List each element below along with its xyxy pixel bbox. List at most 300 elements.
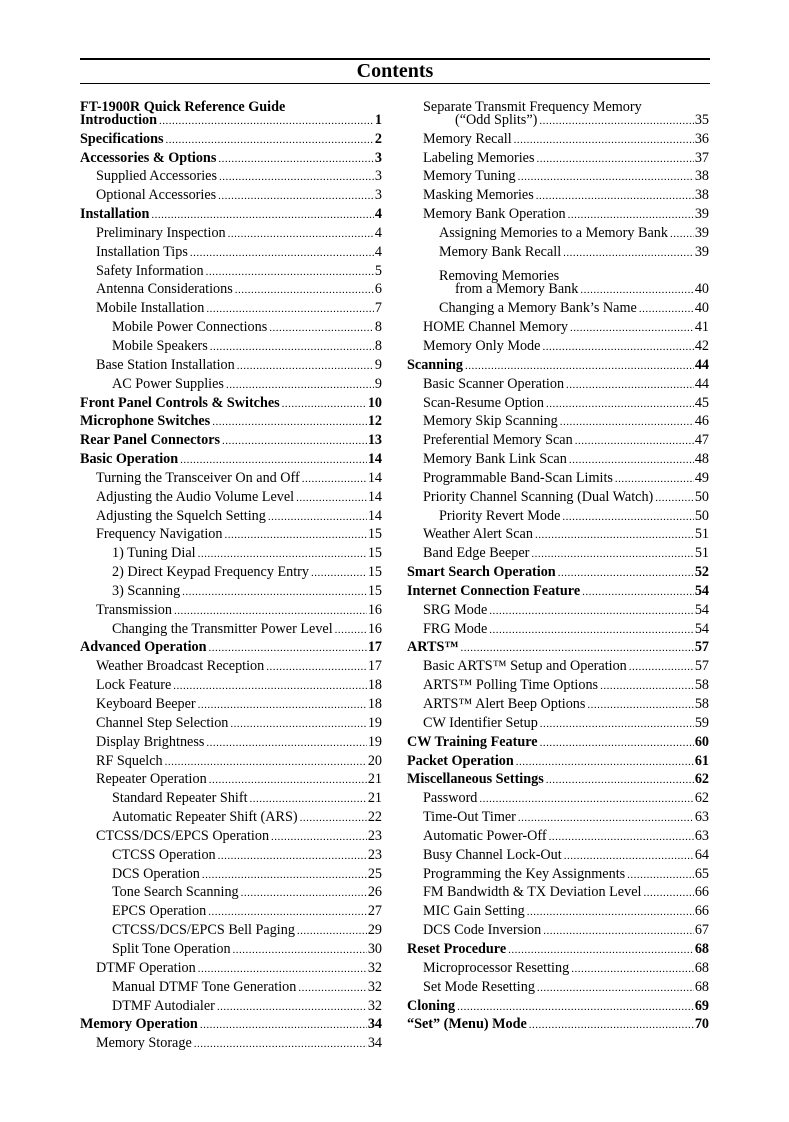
toc-entry-title: FM Bandwidth & TX Deviation Level: [423, 884, 642, 901]
toc-entry-title: Separate Transmit Frequency Memory: [423, 98, 642, 115]
toc-entry[interactable]: [80, 224, 382, 243]
toc-entry-page: 14: [367, 507, 382, 524]
toc-leader-dots: [287, 92, 381, 111]
toc-entry[interactable]: [80, 770, 382, 789]
toc-leader-dots: [582, 583, 694, 602]
toc-entry-page: 49: [694, 469, 709, 486]
toc-entry-page: 21: [367, 790, 382, 807]
toc-leader-dots: [535, 526, 694, 545]
toc-leader-dots: [518, 809, 694, 828]
toc-entry-title: Weather Broadcast Reception: [96, 658, 265, 675]
toc-leader-dots: [208, 903, 367, 922]
toc-entry-title: FT-1900R Quick Reference Guide: [80, 98, 286, 115]
toc-entry-page: 12: [367, 413, 382, 430]
toc-entry-title: DTMF Autodialer: [112, 997, 215, 1014]
toc-leader-dots: [266, 658, 367, 677]
toc-entry-title: “Set” (Menu) Mode: [407, 1016, 527, 1033]
toc-entry[interactable]: [80, 507, 382, 526]
toc-entry-page: 40: [694, 300, 709, 317]
toc-entry[interactable]: [80, 695, 382, 714]
toc-leader-dots: [643, 884, 693, 903]
toc-entry-title: SRG Mode: [423, 601, 488, 618]
toc-entry-page: 9: [374, 375, 382, 392]
toc-entry-title: ARTS™ Polling Time Options: [423, 677, 599, 694]
toc-entry[interactable]: [80, 431, 382, 450]
toc-leader-dots: [563, 244, 694, 263]
toc-entry-page: 45: [694, 394, 709, 411]
toc-entry[interactable]: [80, 469, 382, 488]
toc-entry[interactable]: [407, 507, 709, 526]
toc-entry-page: 14: [367, 469, 382, 486]
toc-entry-page: 14: [367, 488, 382, 505]
toc-entry-page: 16: [367, 620, 382, 637]
toc-entry[interactable]: [80, 280, 382, 299]
toc-entry[interactable]: [407, 997, 709, 1016]
toc-entry[interactable]: [80, 412, 382, 431]
toc-entry[interactable]: [80, 111, 382, 130]
toc-entry-title: HOME Channel Memory: [423, 319, 569, 336]
toc-entry[interactable]: [407, 657, 709, 676]
toc-leader-dots: [182, 583, 367, 602]
toc-entry-title: Keyboard Beeper: [96, 696, 196, 712]
toc-entry[interactable]: [407, 130, 709, 149]
toc-entry[interactable]: [407, 394, 709, 413]
toc-entry[interactable]: [407, 544, 709, 563]
toc-entry[interactable]: [80, 714, 382, 733]
toc-entry-page: 59: [694, 714, 709, 731]
toc-entry[interactable]: [407, 111, 709, 130]
toc-entry[interactable]: [80, 299, 382, 318]
toc-entry-page: 66: [694, 903, 709, 920]
toc-entry[interactable]: [80, 808, 382, 827]
toc-leader-dots: [629, 658, 694, 677]
toc-entry-title: EPCS Operation: [112, 903, 207, 920]
toc-entry[interactable]: [80, 902, 382, 921]
toc-entry[interactable]: [407, 1015, 709, 1034]
toc-entry-page: 57: [694, 639, 709, 656]
toc-entry-title: Optional Accessories: [96, 187, 217, 204]
toc-entry-title: ARTS™: [407, 639, 459, 656]
toc-entry-title: Supplied Accessories: [96, 168, 217, 185]
toc-leader-dots: [198, 696, 367, 715]
toc-entry-title: Priority Revert Mode: [439, 507, 561, 524]
toc-entry-title: Base Station Installation: [96, 356, 235, 373]
toc-leader-dots: [165, 753, 367, 772]
toc-entry-page: 54: [694, 620, 709, 637]
toc-leader-dots: [235, 281, 374, 300]
toc-entry-title: Memory Tuning: [423, 168, 516, 185]
toc-entry[interactable]: [407, 827, 709, 846]
toc-entry-page: 39: [694, 243, 709, 260]
toc-entry-page: 64: [694, 846, 709, 863]
toc-entry-page: 16: [367, 601, 382, 618]
toc-entry-page: 39: [694, 224, 709, 241]
toc-entry[interactable]: [407, 337, 709, 356]
toc-entry-page: 3: [374, 149, 382, 166]
toc-leader-dots: [566, 376, 694, 395]
toc-entry[interactable]: [407, 676, 709, 695]
toc-entry-page: 52: [694, 564, 709, 581]
toc-entry-page: 34: [367, 1016, 382, 1033]
toc-leader-dots: [546, 395, 694, 414]
toc-leader-dots: [206, 300, 374, 319]
toc-entry-title: Antenna Considerations: [96, 281, 233, 298]
toc-entry-title: Rear Panel Connectors: [80, 432, 221, 449]
toc-entry[interactable]: [80, 318, 382, 337]
toc-entry[interactable]: [407, 714, 709, 733]
toc-entry[interactable]: [80, 262, 382, 281]
toc-leader-dots: [297, 922, 367, 941]
toc-entry[interactable]: [407, 186, 709, 205]
toc-entry[interactable]: [80, 733, 382, 752]
toc-leader-dots: [194, 1035, 367, 1054]
toc-leader-dots: [198, 960, 367, 979]
toc-entry-page: 3: [374, 168, 382, 185]
toc-leader-dots: [222, 432, 367, 451]
toc-entry[interactable]: [407, 243, 709, 262]
toc-entry[interactable]: [407, 469, 709, 488]
toc-entry[interactable]: [407, 865, 709, 884]
toc-entry[interactable]: [80, 149, 382, 168]
toc-entry-page: 19: [367, 733, 382, 750]
toc-entry[interactable]: [407, 356, 709, 375]
toc-entry[interactable]: [80, 846, 382, 865]
toc-leader-dots: [627, 866, 694, 885]
toc-entry-page: 19: [367, 714, 382, 731]
toc-leader-dots: [300, 809, 367, 828]
toc-entry[interactable]: [80, 167, 382, 186]
toc-entry-title: Time-Out Timer: [423, 809, 516, 826]
toc-entry-title: Masking Memories: [423, 187, 534, 204]
toc-entry-title: CW Identifier Setup: [423, 714, 538, 731]
toc-leader-dots: [271, 828, 367, 847]
toc-entry[interactable]: [407, 638, 709, 657]
toc-entry-page: 38: [694, 168, 709, 185]
toc-leader-dots: [296, 489, 367, 508]
toc-entry-title: Frequency Navigation: [96, 526, 223, 543]
toc-entry-page: 4: [374, 243, 382, 260]
toc-entry-title: Basic Operation: [80, 451, 179, 468]
toc-entry[interactable]: [407, 262, 709, 285]
toc-entry[interactable]: [407, 959, 709, 978]
toc-entry[interactable]: [80, 601, 382, 620]
toc-leader-dots: [180, 451, 367, 470]
toc-entry-title: Changing the Transmitter Power Level: [112, 620, 333, 637]
toc-entry-title: Labeling Memories: [423, 149, 535, 166]
toc-leader-dots: [564, 847, 694, 866]
toc-entry-page: 25: [367, 865, 382, 882]
toc-entry[interactable]: [80, 789, 382, 808]
toc-leader-dots: [457, 998, 694, 1017]
toc-leader-dots: [237, 357, 374, 376]
toc-entry[interactable]: [407, 902, 709, 921]
toc-entry-title: Scanning: [407, 356, 463, 373]
toc-entry-page: 44: [694, 356, 709, 373]
toc-entry[interactable]: [407, 149, 709, 168]
toc-entry-page: 23: [367, 827, 382, 844]
toc-entry[interactable]: [80, 657, 382, 676]
toc-leader-dots: [465, 357, 694, 376]
toc-entry[interactable]: [80, 1034, 382, 1053]
toc-entry[interactable]: [407, 770, 709, 789]
toc-leader-dots: [461, 639, 694, 658]
toc-entry-title: Memory Operation: [80, 1016, 198, 1033]
toc-leader-dots: [335, 621, 367, 640]
toc-leader-dots: [206, 263, 374, 282]
toc-leader-dots: [250, 790, 367, 809]
toc-leader-dots: [268, 508, 367, 527]
toc-entry-title: 2) Direct Keypad Frequency Entry: [112, 564, 309, 581]
toc-entry-page: 38: [694, 187, 709, 204]
toc-entry-title: Password: [423, 790, 478, 807]
toc-entry[interactable]: [407, 733, 709, 752]
toc-leader-dots: [531, 545, 693, 564]
toc-leader-dots: [561, 262, 708, 281]
toc-entry-title: Microphone Switches: [80, 413, 211, 430]
toc-leader-dots: [537, 979, 694, 998]
toc-entry-title: ARTS™ Alert Beep Options: [423, 696, 586, 712]
toc-leader-dots: [527, 903, 694, 922]
toc-entry-page: 60: [694, 733, 709, 750]
toc-entry-page: 69: [694, 997, 709, 1014]
toc-entry[interactable]: [80, 243, 382, 262]
toc-entry-page: 13: [367, 432, 382, 449]
toc-entry[interactable]: [80, 865, 382, 884]
toc-entry[interactable]: [80, 921, 382, 940]
toc-entry-page: 46: [694, 413, 709, 430]
toc-leader-dots: [536, 187, 694, 206]
toc-entry[interactable]: [407, 752, 709, 771]
toc-entry[interactable]: [407, 846, 709, 865]
toc-leader-dots: [489, 602, 694, 621]
toc-entry-page: 63: [694, 809, 709, 826]
page-title: Contents: [356, 60, 434, 82]
toc-leader-dots: [539, 112, 693, 131]
toc-entry-page: 62: [694, 790, 709, 807]
toc-leader-dots: [600, 677, 694, 696]
toc-entry-title: Display Brightness: [96, 733, 205, 750]
toc-leader-dots: [218, 187, 374, 206]
toc-entry[interactable]: [80, 186, 382, 205]
toc-entry-title: Lock Feature: [96, 677, 172, 694]
toc-entry[interactable]: [407, 563, 709, 582]
toc-column-right: [407, 92, 709, 1034]
toc-leader-dots: [206, 734, 366, 753]
toc-leader-dots: [269, 319, 374, 338]
toc-entry-page: 51: [694, 526, 709, 543]
toc-entry[interactable]: [80, 997, 382, 1016]
toc-entry-title: Memory Only Mode: [423, 337, 541, 354]
toc-entry-page: 32: [367, 978, 382, 995]
toc-leader-dots: [173, 677, 367, 696]
toc-entry-page: 32: [367, 997, 382, 1014]
toc-entry[interactable]: [407, 789, 709, 808]
toc-entry[interactable]: [407, 488, 709, 507]
toc-leader-dots: [174, 602, 367, 621]
toc-entry-page: 7: [374, 300, 382, 317]
toc-entry[interactable]: [80, 205, 382, 224]
toc-entry-title: Removing Memories: [439, 268, 560, 285]
toc-entry[interactable]: [407, 582, 709, 601]
toc-entry-title: Transmission: [96, 601, 172, 618]
toc-entry-page: 58: [694, 696, 709, 712]
toc-entry[interactable]: [80, 130, 382, 149]
toc-entry[interactable]: [80, 620, 382, 639]
toc-entry-title: Manual DTMF Tone Generation: [112, 978, 297, 995]
toc-leader-dots: [540, 734, 694, 753]
toc-leader-dots: [202, 866, 367, 885]
toc-entry-title: DCS Code Inversion: [423, 922, 542, 939]
toc-leader-dots: [540, 715, 694, 734]
toc-leader-dots: [241, 884, 367, 903]
toc-entry-title: Channel Step Selection: [96, 714, 229, 731]
toc-entry-page: 58: [694, 677, 709, 694]
toc-leader-dots: [615, 470, 694, 489]
toc-entry-title: Memory Bank Link Scan: [423, 451, 567, 468]
toc-entry-title: (“Odd Splits”): [455, 111, 538, 128]
toc-leader-dots: [575, 432, 694, 451]
toc-entry-page: 47: [694, 432, 709, 449]
toc-leader-dots: [224, 526, 366, 545]
toc-entry[interactable]: [407, 450, 709, 469]
toc-entry[interactable]: [407, 299, 709, 318]
toc-entry[interactable]: [80, 1015, 382, 1034]
toc-entry-page: 30: [367, 940, 382, 957]
toc-entry[interactable]: [80, 375, 382, 394]
toc-leader-dots: [558, 564, 694, 583]
toc-leader-dots: [282, 395, 367, 414]
toc-leader-dots: [190, 244, 374, 263]
toc-entry-page: 66: [694, 884, 709, 901]
toc-entry[interactable]: [80, 356, 382, 375]
toc-entry[interactable]: [80, 959, 382, 978]
toc-entry-title: Memory Recall: [423, 130, 512, 147]
toc-entry[interactable]: [407, 525, 709, 544]
toc-entry[interactable]: [407, 620, 709, 639]
toc-entry-page: 67: [694, 922, 709, 939]
toc-leader-dots: [311, 564, 367, 583]
toc-entry-title: Priority Channel Scanning (Dual Watch): [423, 488, 654, 505]
toc-entry-page: 26: [367, 884, 382, 901]
toc-entry-title: Smart Search Operation: [407, 564, 556, 581]
toc-entry-title: Programmable Band-Scan Limits: [423, 469, 613, 486]
toc-entry-title: FRG Mode: [423, 620, 488, 637]
toc-entry[interactable]: [80, 582, 382, 601]
toc-leader-dots: [151, 206, 374, 225]
toc-entry-title: Turning the Transceiver On and Off: [96, 469, 300, 486]
toc-entry-title: Mobile Power Connections: [112, 319, 268, 336]
toc-entry[interactable]: [407, 808, 709, 827]
toc-entry[interactable]: [407, 601, 709, 620]
toc-leader-dots: [479, 790, 693, 809]
toc-entry-title: Front Panel Controls & Switches: [80, 394, 280, 411]
toc-entry[interactable]: [80, 940, 382, 959]
toc-leader-dots: [218, 847, 367, 866]
toc-leader-dots: [655, 489, 694, 508]
toc-entry-title: 3) Scanning: [112, 582, 181, 599]
toc-entry[interactable]: [80, 544, 382, 563]
toc-entry[interactable]: [80, 337, 382, 356]
toc-entry[interactable]: [80, 827, 382, 846]
toc-entry[interactable]: [80, 450, 382, 469]
toc-entry[interactable]: [407, 412, 709, 431]
toc-entry[interactable]: [80, 638, 382, 657]
toc-entry-page: 40: [694, 281, 709, 298]
toc-leader-dots: [233, 941, 367, 960]
toc-entry-title: Memory Bank Operation: [423, 206, 566, 223]
toc-entry[interactable]: [407, 431, 709, 450]
toc-entry-page: 42: [694, 337, 709, 354]
toc-entry-page: 17: [367, 658, 382, 675]
toc-entry[interactable]: [407, 167, 709, 186]
toc-entry-page: 5: [374, 262, 382, 279]
toc-leader-dots: [549, 828, 694, 847]
toc-entry-page: 6: [374, 281, 382, 298]
toc-entry[interactable]: [407, 921, 709, 940]
toc-leader-dots: [518, 168, 694, 187]
toc-entry-page: 29: [367, 922, 382, 939]
toc-entry-page: 17: [367, 639, 382, 656]
toc-entry[interactable]: [80, 676, 382, 695]
toc-entry-page: 50: [694, 488, 709, 505]
toc-leader-dots: [529, 1016, 694, 1035]
toc-entry[interactable]: [407, 883, 709, 902]
toc-entry[interactable]: [80, 92, 382, 115]
toc-entry[interactable]: [407, 224, 709, 243]
toc-entry[interactable]: [407, 205, 709, 224]
toc-entry-page: 62: [694, 771, 709, 788]
toc-entry-title: Miscellaneous Settings: [407, 771, 544, 788]
toc-entry-page: 23: [367, 846, 382, 863]
toc-entry[interactable]: [407, 92, 709, 115]
toc-entry[interactable]: [407, 940, 709, 959]
toc-entry[interactable]: [407, 695, 709, 714]
toc-entry-title: Memory Storage: [96, 1035, 192, 1052]
toc-entry[interactable]: [80, 752, 382, 771]
toc-entry[interactable]: [407, 318, 709, 337]
toc-entry-title: Basic ARTS™ Setup and Operation: [423, 658, 627, 675]
toc-entry-page: 51: [694, 545, 709, 562]
toc-leader-dots: [200, 1016, 367, 1035]
toc-entry-title: Set Mode Resetting: [423, 978, 535, 995]
toc-entry[interactable]: [80, 883, 382, 902]
toc-entry-page: 22: [367, 809, 382, 826]
toc-entry-title: 1) Tuning Dial: [112, 545, 196, 562]
toc-entry-page: 8: [374, 319, 382, 336]
toc-entry-page: 27: [367, 903, 382, 920]
toc-entry-title: Basic Scanner Operation: [423, 375, 565, 392]
toc-entry[interactable]: [80, 978, 382, 997]
toc-entry[interactable]: [80, 525, 382, 544]
toc-entry-page: 36: [694, 130, 709, 147]
toc-entry-title: Microprocessor Resetting: [423, 959, 570, 976]
toc-entry-title: Automatic Repeater Shift (ARS): [112, 809, 298, 826]
toc-entry-title: Split Tone Operation: [112, 940, 231, 957]
toc-entry-page: 54: [694, 601, 709, 618]
toc-entry[interactable]: [80, 488, 382, 507]
toc-entry[interactable]: [407, 978, 709, 997]
toc-leader-dots: [217, 998, 367, 1017]
toc-entry-title: Standard Repeater Shift: [112, 790, 248, 807]
toc-leader-dots: [198, 545, 367, 564]
toc-entry[interactable]: [80, 394, 382, 413]
toc-leader-dots: [212, 413, 367, 432]
toc-entry[interactable]: [407, 375, 709, 394]
toc-entry[interactable]: [80, 563, 382, 582]
toc-entry-title: Specifications: [80, 130, 164, 147]
toc-entry-title: Accessories & Options: [80, 149, 217, 166]
toc-entry-page: 61: [694, 752, 709, 769]
